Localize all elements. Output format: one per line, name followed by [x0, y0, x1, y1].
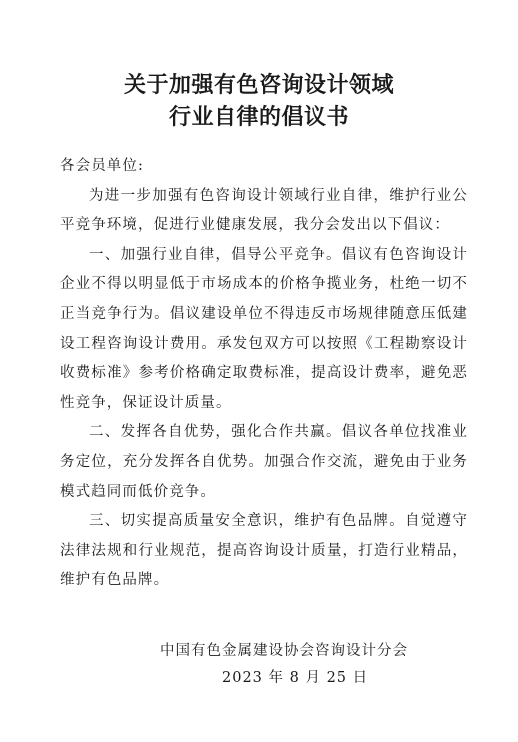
- item-1-paragraph: 一、加强行业自律，倡导公平竞争。倡议有色咨询设计企业不得以明显低于市场成本的价格争揽业务，杜绝一切不正当竞争行为。倡议建设单位不得违反市场规律随意压低建设工程咨询设计费用。承发包双方可以按照《工程勘察设计收费标准》参考价格确定取费标准，提高设计费率，避免恶性竞争，保证设计质量。: [60, 246, 468, 411]
- signature-date: 2023 年 8 月 25 日: [222, 670, 369, 686]
- document-body: [60, 152, 468, 596]
- salutation: 各会员单位:: [60, 158, 144, 174]
- item-2-paragraph: 二、发挥各自优势，强化合作共赢。倡议各单位找准业务定位，充分发挥各自优势。加强合作交流，避免由于业务模式趋同而低价竞争。: [60, 424, 468, 500]
- document-title-line1: 关于加强有色咨询设计领域: [123, 73, 394, 98]
- document-title-line2: 行业自律的倡议书: [168, 105, 349, 130]
- signature-organization: 中国有色金属建设协会咨询设计分会: [160, 643, 408, 659]
- item-3-paragraph: 三、切实提高质量安全意识，维护有色品牌。自觉遵守法律法规和行业规范，提高咨询设计质量，打造行业精品，维护有色品牌。: [60, 513, 468, 589]
- intro-paragraph: 为进一步加强有色咨询设计领域行业自律，维护行业公平竞争环境，促进行业健康发展，我分会发出以下倡议：: [60, 187, 468, 234]
